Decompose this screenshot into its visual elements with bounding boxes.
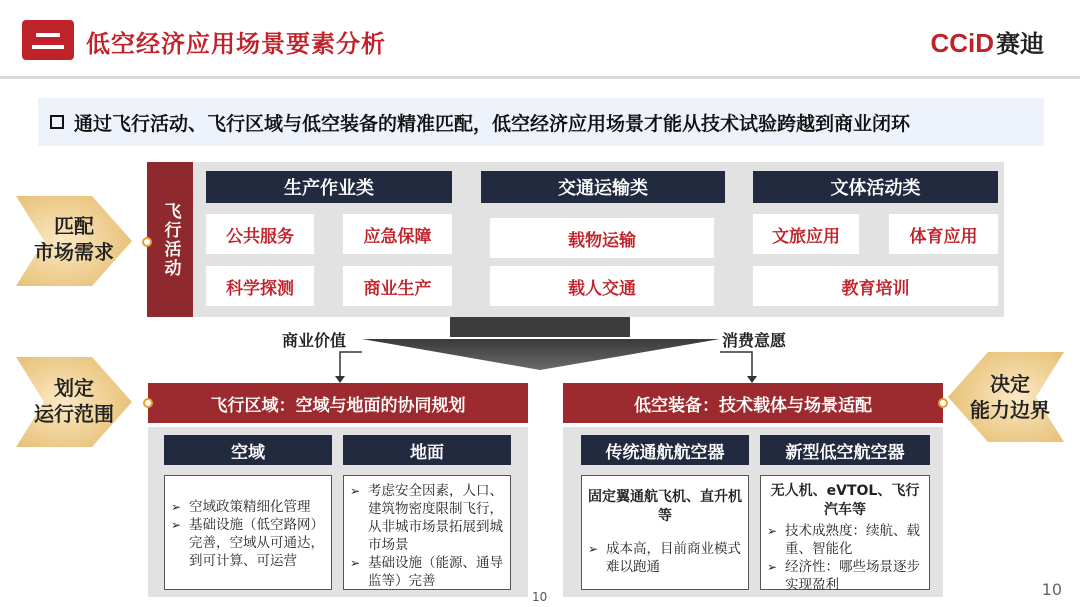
airspace-header: 空域	[164, 435, 332, 465]
logo-cn: 赛迪	[996, 30, 1044, 58]
traditional-aircraft-header: 传统通航航空器	[581, 435, 749, 465]
category-item: 公共服务	[206, 214, 314, 254]
connector-dot-icon	[143, 398, 153, 408]
headline-banner	[38, 98, 1044, 146]
traditional-aircraft-details	[581, 475, 749, 590]
consumer-willingness-label: 消费意愿	[722, 331, 787, 350]
inner-page-number: 10	[532, 590, 548, 604]
category-item: 教育培训	[753, 266, 998, 306]
list-item: ➢ 成本高，目前商业模式难以跑通	[588, 540, 742, 576]
section-two-icon	[22, 20, 74, 60]
commercial-value-label: 商业价值	[282, 331, 347, 350]
category-transport-header: 交通运输类	[481, 171, 725, 203]
flight-activity-text: 飞行活动	[160, 201, 181, 278]
connector-dot-icon	[938, 398, 948, 408]
category-culture-sports-header: 文体活动类	[753, 171, 998, 203]
airspace-details	[164, 475, 332, 590]
list-item: ➢ 基础设施（低空路网）完善，空域从可通达，到可计算、可运营	[171, 516, 325, 570]
page-number: 10	[1041, 580, 1062, 599]
ground-header: 地面	[343, 435, 511, 465]
flight-zone-banner: 飞行区域：空域与地面的协同规划	[148, 383, 528, 423]
chevron-match-demand-label: 匹配 市场需求	[34, 214, 114, 264]
new-aircraft-header: 新型低空航空器	[760, 435, 930, 465]
equipment-banner: 低空装备：技术载体与场景适配	[563, 383, 943, 423]
chevron-define-range-label: 划定 运行范围	[34, 376, 114, 426]
connector-dot-icon	[142, 237, 152, 247]
flight-activity-label	[147, 162, 193, 317]
list-item: ➢ 经济性：哪些场景逐步实现盈利	[767, 558, 923, 594]
category-item: 科学探测	[206, 266, 314, 306]
category-production-header: 生产作业类	[206, 171, 452, 203]
checkbox-square-icon	[50, 115, 64, 129]
chevron-capability-boundary-label: 决定 能力边界	[970, 372, 1050, 422]
category-item: 载人交通	[490, 266, 714, 306]
page-title: 低空经济应用场景要素分析	[86, 30, 386, 58]
new-aircraft-types: 无人机、eVTOL、飞行汽车等	[770, 483, 920, 518]
header-divider	[0, 76, 1080, 79]
new-aircraft-details	[760, 475, 930, 593]
category-item: 载物运输	[490, 218, 714, 258]
category-item: 体育应用	[889, 214, 998, 254]
list-item: ➢ 基础设施（能源、通导监等）完善	[350, 554, 504, 590]
list-item: ➢ 技术成熟度：续航、载重、智能化	[767, 522, 923, 558]
headline-text: 通过飞行活动、飞行区域与低空装备的精准匹配，低空经济应用场景才能从技术试验跨越到商业闭环	[74, 112, 911, 135]
list-item: ➢ 空域政策精细化管理	[171, 498, 325, 516]
list-item: ➢ 考虑安全因素，人口、建筑物密度限制飞行，从非城市场景拓展到城市场景	[350, 482, 504, 554]
category-item: 文旅应用	[753, 214, 859, 254]
traditional-aircraft-types: 固定翼通航飞机、直升机等	[588, 489, 742, 524]
category-item: 应急保障	[343, 214, 452, 254]
ccid-logo	[930, 24, 1044, 59]
logo-latin: CCiD	[930, 28, 994, 58]
category-item: 商业生产	[343, 266, 452, 306]
ground-details	[343, 475, 511, 590]
